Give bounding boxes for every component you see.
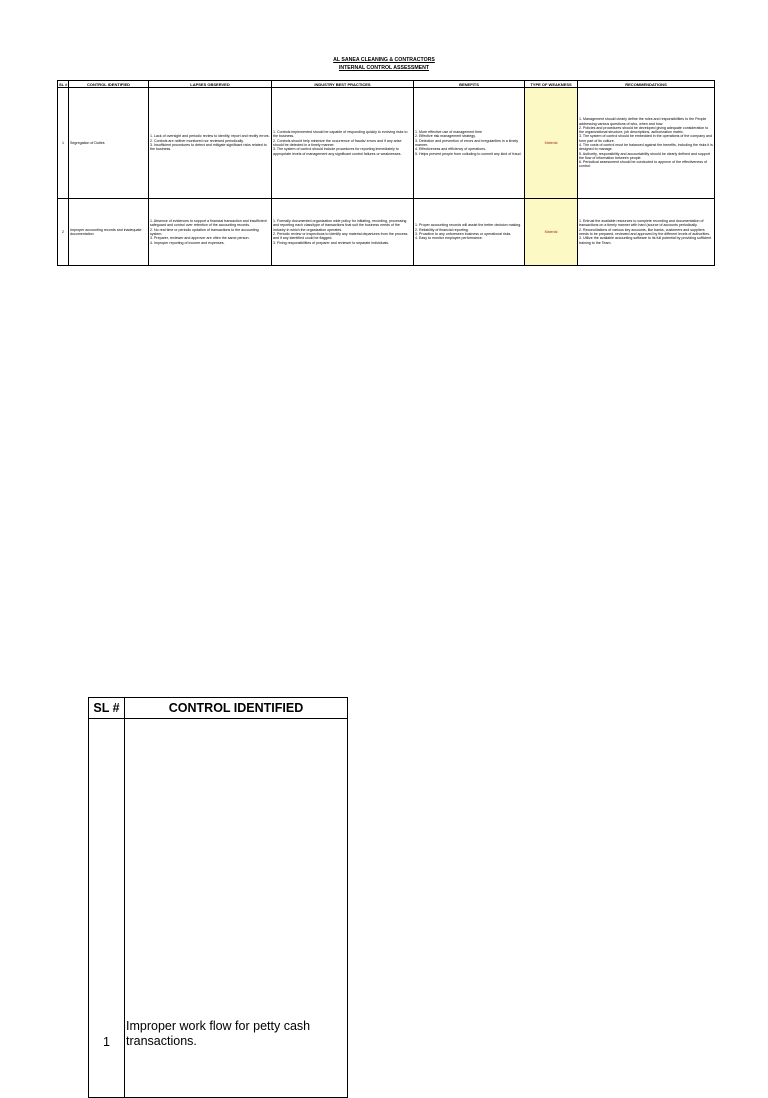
header-recommendations: RECOMMENDATIONS <box>578 81 715 88</box>
assessment-table <box>57 80 715 266</box>
zoomed-table <box>88 697 348 1098</box>
table-row <box>58 199 715 266</box>
header-benefits: BENEFITS <box>414 81 525 88</box>
cell-control: Segregation of Duties <box>69 88 149 199</box>
header-control: CONTROL IDENTIFIED <box>69 81 149 88</box>
table-row <box>89 719 348 1098</box>
cell-weakness: Material <box>525 199 578 266</box>
document-title: INTERNAL CONTROL ASSESSMENT <box>338 65 430 71</box>
zoomed-cell-control: Improper work flow for petty cash transactions. <box>125 719 348 1098</box>
zoomed-header-row <box>89 698 348 719</box>
cell-recommendations: 1. Entrust the available resources to complete recording and documentation of transactions on a timely manner with hard (source of accounts periodically. 2. Reconciliations of various key accounts, like banks, customers and suppliers needs to be prepared, reviewed and approved by the different levels of authorities. 3. Utilize the available accounting software to its full potential by providing sufficient training to the Team. <box>578 199 715 266</box>
document-header <box>0 56 768 72</box>
table-row <box>58 88 715 199</box>
header-weakness: TYPE OF WEAKNESS <box>525 81 578 88</box>
table-header-row <box>58 81 715 88</box>
cell-sl: 2 <box>58 199 69 266</box>
cell-sl: 1 <box>58 88 69 199</box>
cell-recommendations: 1. Management should clearly define the roles and responsibilities to the People addressing various questions of who, when and how. 2. Policies and procedures should be developed giving adequate consideration to the organizational structure, job descriptions, authorization matrix. 3. The system of control should be embedded in the operations of the company and form part of its culture. 4. The costs of control must be balanced against the benefits, including the risks it is designed to manage. 5. Authority, responsibility and accountability should be clearly defined and support the flow of information between people. 6. Periodical assessment should be conducted to approve of the effectiveness of control. <box>578 88 715 199</box>
company-name: AL SANEA CLEANING & CONTRACTORS <box>333 57 435 63</box>
cell-practices: 1. Controls implemented should be capable of responding quickly to evolving risks to the business. 2. Controls should help minimize the occurrence of frauds/ errors and if any arise should be detected in a timely manner. 3. The system of control should include procedures for reporting immediately to appropriate levels of management any significant control failures or weaknesses. <box>272 88 414 199</box>
header-practices: INDUSTRY BEST PRACTICES <box>272 81 414 88</box>
cell-practices: 1. Formally documented organization wide policy for initiating, recording, processing and reporting each class/type of transactions that suit the business needs of the industry in which the organization operates. 2. Periodic review or inspections to identify any material departures from the process and if any identified could be flagged. 3. Fixing responsibilities of preparer and reviewer to separate individuals. <box>272 199 414 266</box>
cell-lapses: 1. Lack of oversight and periodic review to identify, report and rectify errors. 2. Controls are neither monitored nor reviewed periodically. 3. Insufficient procedures to detect and mitigate significant risks related to the business. <box>149 88 272 199</box>
cell-lapses: 1. Absence of evidences to support a financial transaction and insufficient safeguard and control over retention of the accounting records. 2. No real time or periodic updation of transactions to the accounting system. 3. Preparer, reviewer and approver are often the same person. 4. Improper reporting of income and expenses. <box>149 199 272 266</box>
cell-weakness: Material <box>525 88 578 199</box>
header-lapses: LAPSES OBSERVED <box>149 81 272 88</box>
cell-benefits: 1. More effective use of management time 2. Effective risk management strategy. 3. Detection and prevention of errors and irregularities in a timely manner. 4. Effectiveness and efficiency of operations. 5. Helps prevent people from colluding to commit any kind of fraud. <box>414 88 525 199</box>
cell-benefits: 1. Proper accounting records will assist the better decision making. 2. Reliability of financial reporting. 3. Proactive to any unforeseen business or operational risks. 4. Easy to monitor employee performance. <box>414 199 525 266</box>
zoomed-header-sl: SL # <box>89 698 125 719</box>
header-sl: SL # <box>59 81 68 87</box>
cell-control: Improper accounting records and inadequate documentation <box>69 199 149 266</box>
zoomed-header-control: CONTROL IDENTIFIED <box>125 698 348 719</box>
zoomed-cell-sl: 1 <box>89 719 125 1098</box>
